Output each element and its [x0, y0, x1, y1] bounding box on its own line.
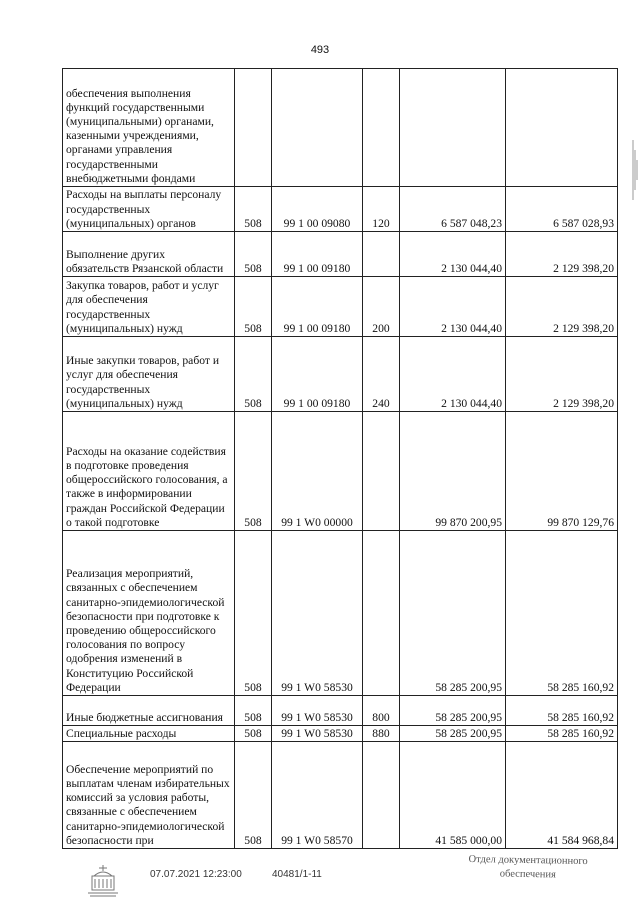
target-code-cell: 99 1 W0 58530 [272, 696, 363, 726]
target-code-cell [272, 69, 363, 187]
target-code-cell: 99 1 00 09180 [272, 277, 363, 337]
table-row [63, 277, 618, 337]
expense-type-cell [363, 531, 400, 696]
department-stamp [448, 853, 608, 884]
amount-planned-cell: 99 870 200,95 [400, 412, 506, 531]
section-cell: 508 [235, 187, 272, 232]
section-cell: 508 [235, 742, 272, 849]
row-name: Расходы на выплаты персоналу государственных (муниципальных) органов [63, 187, 235, 232]
expense-type-cell: 120 [363, 187, 400, 232]
table-row [63, 69, 618, 187]
row-name: Иные бюджетные ассигнования [63, 696, 235, 726]
row-name: Расходы на оказание содействия в подготовке проведения общероссийского голосования, а также в информировании граждан Российской Федерации о такой подготовке [63, 412, 235, 531]
table-row [63, 696, 618, 726]
target-code-cell: 99 1 W0 58570 [272, 742, 363, 849]
amount-planned-cell: 2 130 044,40 [400, 337, 506, 412]
target-code-cell: 99 1 W0 00000 [272, 412, 363, 531]
amount-planned-cell: 58 285 200,95 [400, 696, 506, 726]
amount-actual-cell: 6 587 028,93 [506, 187, 618, 232]
row-name: обеспечения выполнения функций государственными (муниципальными) органами, казенными учреждениями, органами управления государственными внебюджетными фондами [63, 69, 235, 187]
amount-planned-cell: 58 285 200,95 [400, 531, 506, 696]
target-code-cell: 99 1 00 09180 [272, 337, 363, 412]
section-cell [235, 69, 272, 187]
table-row [63, 726, 618, 742]
target-code-cell: 99 1 W0 58530 [272, 531, 363, 696]
expense-type-cell: 200 [363, 277, 400, 337]
expense-type-cell [363, 412, 400, 531]
expense-type-cell: 880 [363, 726, 400, 742]
section-cell: 508 [235, 412, 272, 531]
stamp-line-1: Отдел документационного [468, 853, 588, 868]
table-row [63, 337, 618, 412]
section-cell: 508 [235, 232, 272, 277]
amount-planned-cell: 58 285 200,95 [400, 726, 506, 742]
section-cell: 508 [235, 337, 272, 412]
expense-type-cell [363, 69, 400, 187]
expense-type-cell: 240 [363, 337, 400, 412]
signature-datetime: 07.07.2021 12:23:00 [150, 869, 242, 880]
target-code-cell: 99 1 W0 58530 [272, 726, 363, 742]
page-number: 493 [310, 44, 330, 56]
registration-number: 40481/1-11 [272, 869, 322, 880]
amount-actual-cell: 58 285 160,92 [506, 696, 618, 726]
row-name: Обеспечение мероприятий по выплатам членам избирательных комиссий за условия работы, связанные с обеспечением санитарно-эпидемиологической безопасности при [63, 742, 235, 849]
amount-actual-cell: 58 285 160,92 [506, 531, 618, 696]
scan-edge-mark [632, 140, 638, 200]
section-cell: 508 [235, 726, 272, 742]
amount-actual-cell: 2 129 398,20 [506, 337, 618, 412]
row-name: Специальные расходы [63, 726, 235, 742]
target-code-cell: 99 1 00 09080 [272, 187, 363, 232]
table-row [63, 531, 618, 696]
amount-planned-cell: 6 587 048,23 [400, 187, 506, 232]
expense-type-cell [363, 232, 400, 277]
amount-actual-cell: 2 129 398,20 [506, 277, 618, 337]
amount-planned-cell [400, 69, 506, 187]
row-name: Иные закупки товаров, работ и услуг для обеспечения государственных (муниципальных) нужд [63, 337, 235, 412]
target-code-cell: 99 1 00 09180 [272, 232, 363, 277]
row-name: Закупка товаров, работ и услуг для обеспечения государственных (муниципальных) нужд [63, 277, 235, 337]
amount-planned-cell: 41 585 000,00 [400, 742, 506, 849]
amount-planned-cell: 2 130 044,40 [400, 232, 506, 277]
emblem-icon [80, 862, 126, 900]
expense-type-cell: 800 [363, 696, 400, 726]
table-row [63, 232, 618, 277]
amount-actual-cell: 41 584 968,84 [506, 742, 618, 849]
section-cell: 508 [235, 531, 272, 696]
section-cell: 508 [235, 696, 272, 726]
amount-actual-cell [506, 69, 618, 187]
amount-actual-cell: 58 285 160,92 [506, 726, 618, 742]
section-cell: 508 [235, 277, 272, 337]
row-name: Реализация мероприятий, связанных с обеспечением санитарно-эпидемиологической безопасности при подготовке к проведению общероссийского голосования по вопросу одобрения изменений в Конституцию Российской Федерации [63, 531, 235, 696]
amount-actual-cell: 2 129 398,20 [506, 232, 618, 277]
table-row [63, 412, 618, 531]
amount-planned-cell: 2 130 044,40 [400, 277, 506, 337]
stamp-line-2: обеспечения [499, 868, 557, 881]
amount-actual-cell: 99 870 129,76 [506, 412, 618, 531]
table-row [63, 187, 618, 232]
budget-table [62, 68, 618, 849]
expense-type-cell [363, 742, 400, 849]
table-row [63, 742, 618, 849]
row-name: Выполнение других обязательств Рязанской области [63, 232, 235, 277]
